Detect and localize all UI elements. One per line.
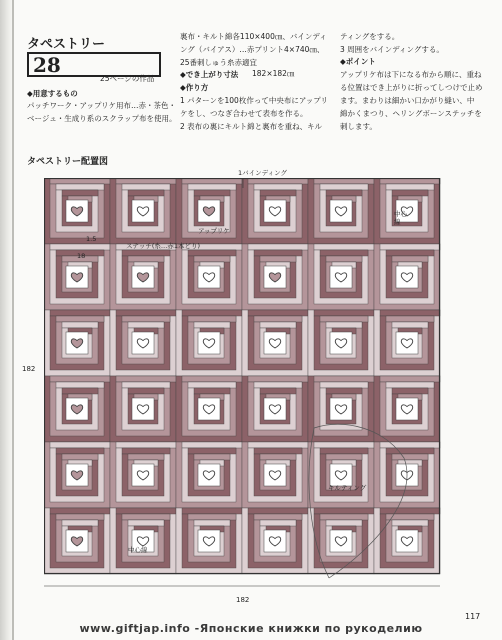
log-cabin-strip: [122, 250, 170, 256]
log-cabin-strip: [62, 520, 98, 526]
dim-18: 18: [77, 252, 86, 260]
log-cabin-strip: [254, 382, 302, 388]
log-cabin-strip: [50, 310, 110, 316]
log-cabin-strip: [50, 508, 110, 514]
log-cabin-strip: [248, 508, 308, 514]
method-line-3: 2 表布の裏にキルト綿と裏布を重ね、キル: [180, 122, 323, 131]
log-cabin-strip: [194, 454, 230, 460]
log-cabin-strip: [260, 256, 296, 262]
log-cabin-strip: [314, 244, 374, 250]
log-cabin-strip: [122, 316, 170, 322]
log-cabin-strip: [188, 184, 236, 190]
log-cabin-strip: [128, 388, 164, 394]
log-cabin-strip: [254, 250, 302, 256]
log-cabin-strip: [314, 442, 374, 448]
log-cabin-strip: [260, 388, 296, 394]
center-line-label-right: 中心線: [394, 210, 407, 226]
binding-label: 1バインディング: [238, 169, 287, 177]
log-cabin-strip: [254, 448, 302, 454]
log-cabin-strip: [260, 520, 296, 526]
log-cabin-strip: [116, 442, 176, 448]
size-heading: ◆でき上がり寸法: [180, 70, 239, 79]
log-cabin-strip: [392, 520, 428, 526]
log-cabin-strip: [326, 322, 362, 328]
log-cabin-strip: [188, 316, 236, 322]
log-cabin-strip: [260, 190, 296, 196]
log-cabin-strip: [248, 376, 308, 382]
center-line-label-bottom: 中心線: [128, 546, 148, 554]
quilting-label: キルティング: [328, 484, 367, 492]
log-cabin-strip: [392, 454, 428, 460]
log-cabin-strip: [314, 508, 374, 514]
log-cabin-strip: [188, 382, 236, 388]
log-cabin-strip: [182, 376, 242, 382]
footer-watermark: www.giftjap.info -Японские книжки по рукоделию: [79, 622, 423, 635]
point-line-5: 刺します。: [340, 122, 377, 131]
log-cabin-strip: [56, 448, 104, 454]
log-cabin-strip: [254, 184, 302, 190]
log-cabin-strip: [320, 448, 368, 454]
log-cabin-strip: [326, 454, 362, 460]
log-cabin-strip: [188, 514, 236, 520]
height-dimension: 182: [22, 365, 36, 373]
quilt-layout-diagram: [44, 178, 444, 593]
log-cabin-strip: [50, 376, 110, 382]
point-line-4: 綿かくまつり、ヘリングボーンステッチを: [340, 109, 482, 118]
dim-1-5: 1.5: [86, 235, 97, 243]
method-heading: ◆作り方: [180, 83, 209, 92]
log-cabin-strip: [62, 322, 98, 328]
col3-line-1: ティングをする。: [340, 32, 400, 41]
log-cabin-strip: [128, 322, 164, 328]
col3-line-2: 3 周囲をバインディングする。: [340, 45, 444, 54]
log-cabin-strip: [248, 442, 308, 448]
log-cabin-strip: [386, 382, 434, 388]
col2-line-3: 25番刺しゅう糸赤適宜: [180, 58, 258, 67]
log-cabin-strip: [320, 250, 368, 256]
log-cabin-strip: [194, 322, 230, 328]
log-cabin-strip: [254, 514, 302, 520]
log-cabin-strip: [62, 388, 98, 394]
log-cabin-strip: [62, 190, 98, 196]
log-cabin-strip: [326, 388, 362, 394]
log-cabin-strip: [56, 382, 104, 388]
log-cabin-strip: [320, 316, 368, 322]
log-cabin-strip: [50, 244, 110, 250]
log-cabin-strip: [116, 508, 176, 514]
log-cabin-strip: [260, 454, 296, 460]
log-cabin-strip: [194, 520, 230, 526]
log-cabin-strip: [314, 310, 374, 316]
page-number: 117: [465, 612, 481, 621]
applique-label: アップリケ: [198, 227, 230, 235]
log-cabin-strip: [320, 184, 368, 190]
log-cabin-strip: [380, 508, 440, 514]
log-cabin-strip: [188, 250, 236, 256]
log-cabin-strip: [326, 256, 362, 262]
log-cabin-strip: [122, 184, 170, 190]
log-cabin-strip: [386, 184, 434, 190]
log-cabin-strip: [380, 244, 440, 250]
log-cabin-strip: [62, 454, 98, 460]
log-cabin-strip: [128, 190, 164, 196]
materials-heading: ◆用意するもの: [27, 89, 78, 98]
log-cabin-strip: [320, 514, 368, 520]
project-title: タペストリー: [27, 37, 106, 52]
log-cabin-strip: [320, 382, 368, 388]
log-cabin-strip: [386, 316, 434, 322]
log-cabin-strip: [56, 184, 104, 190]
log-cabin-strip: [392, 256, 428, 262]
log-cabin-strip: [182, 508, 242, 514]
log-cabin-strip: [260, 322, 296, 328]
point-line-3: ます。まわりは細かい口かがり縫い、中: [340, 96, 475, 105]
point-line-2: る位置はでき上がりに折ってしつけで止め: [340, 83, 483, 92]
size-value: 182×182㎝: [252, 69, 295, 78]
log-cabin-strip: [254, 316, 302, 322]
log-cabin-strip: [194, 256, 230, 262]
log-cabin-strip: [122, 382, 170, 388]
diagram-title: タペストリー配置図: [27, 157, 109, 167]
log-cabin-strip: [116, 376, 176, 382]
width-dimension: 182: [236, 596, 250, 604]
page-edge: [12, 0, 14, 640]
embroidery-label: ステッチ(糸…赤1本どり): [126, 242, 201, 250]
materials-line-2: ベージュ・生成り系のスクラップ布を使用。: [27, 114, 177, 123]
log-cabin-strip: [392, 190, 428, 196]
log-cabin-strip: [386, 250, 434, 256]
log-cabin-strip: [314, 376, 374, 382]
log-cabin-strip: [326, 520, 362, 526]
log-cabin-strip: [392, 388, 428, 394]
method-line-1: 1 パターンを100枚作って中央布にアップリ: [180, 96, 328, 105]
project-number: 28: [33, 53, 61, 77]
log-cabin-strip: [194, 388, 230, 394]
log-cabin-strip: [248, 310, 308, 316]
log-cabin-strip: [194, 190, 230, 196]
log-cabin-strip: [380, 376, 440, 382]
log-cabin-strip: [56, 514, 104, 520]
col2-line-1: 裏布・キルト綿各110×400㎝、バインディ: [180, 32, 327, 41]
point-heading: ◆ポイント: [340, 57, 376, 66]
log-cabin-strip: [386, 448, 434, 454]
log-cabin-strip: [326, 190, 362, 196]
log-cabin-strip: [122, 514, 170, 520]
method-line-2: ケをし、つなぎ合わせて表布を作る。: [180, 109, 308, 118]
point-line-1: アップリケ布は下になる布から順に、重ね: [340, 70, 482, 79]
log-cabin-strip: [380, 442, 440, 448]
log-cabin-strip: [248, 244, 308, 250]
log-cabin-strip: [128, 256, 164, 262]
log-cabin-strip: [50, 442, 110, 448]
materials-line-1: パッチワーク・アップリケ用布…赤・茶色・: [27, 101, 177, 110]
log-cabin-strip: [128, 454, 164, 460]
log-cabin-strip: [392, 322, 428, 328]
log-cabin-strip: [188, 448, 236, 454]
log-cabin-strip: [182, 310, 242, 316]
log-cabin-strip: [380, 310, 440, 316]
page-reference: 25ページの作品: [100, 74, 155, 83]
col2-line-2: ング（バイアス）…赤プリント4×740㎝、: [180, 45, 325, 54]
log-cabin-strip: [116, 310, 176, 316]
log-cabin-strip: [122, 448, 170, 454]
log-cabin-strip: [56, 316, 104, 322]
log-cabin-strip: [182, 442, 242, 448]
log-cabin-strip: [128, 520, 164, 526]
